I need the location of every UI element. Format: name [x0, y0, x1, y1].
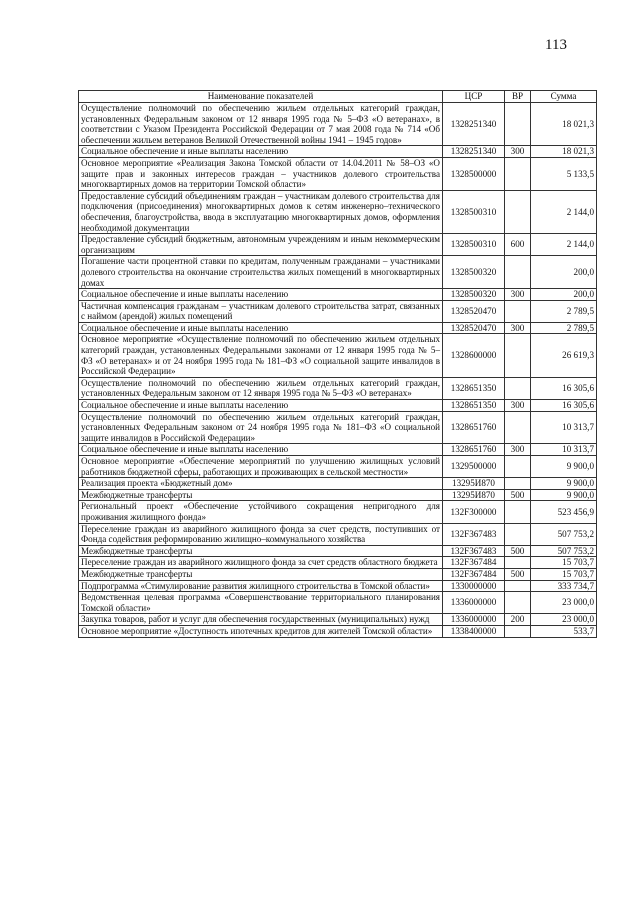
- row-name-cell: Межбюджетные трансферты: [79, 568, 443, 580]
- row-sum-cell: 507 753,2: [531, 523, 597, 545]
- header-vr: ВР: [505, 91, 531, 103]
- row-csr-cell: 1328651350: [443, 377, 505, 399]
- row-name-cell: Основное мероприятие «Обеспечение мероприятий по улучшению жилищных условий работников бюджетной сферы, работающих и проживающих в сельской местности»: [79, 456, 443, 478]
- row-vr-cell: 600: [505, 234, 531, 256]
- row-sum-cell: 2 144,0: [531, 234, 597, 256]
- row-csr-cell: 1328251340: [443, 103, 505, 146]
- row-sum-cell: 26 619,3: [531, 334, 597, 377]
- table-row: [79, 103, 597, 146]
- row-vr-cell: [505, 478, 531, 490]
- table-row: [79, 334, 597, 377]
- row-csr-cell: 1329500000: [443, 456, 505, 478]
- row-vr-cell: [505, 300, 531, 322]
- row-name-cell: Предоставление субсидий объединениям граждан – участникам долевого строительства для подключения (присоединения) многоквартирных домов к сетям инженерно–технического обеспечения, благоустройства, ввода в эксплуатацию многоквартирных домов, оформления необходимой документации: [79, 190, 443, 233]
- table-row: [79, 256, 597, 289]
- row-name-cell: Межбюджетные трансферты: [79, 545, 443, 557]
- header-name: Наименование показателей: [79, 91, 443, 103]
- row-csr-cell: 132F300000: [443, 501, 505, 523]
- row-vr-cell: [505, 334, 531, 377]
- page-number: 113: [545, 37, 567, 53]
- row-csr-cell: 1328651760: [443, 411, 505, 444]
- row-name-cell: Социальное обеспечение и иные выплаты населению: [79, 400, 443, 412]
- table-row: [79, 322, 597, 334]
- row-csr-cell: 132F367484: [443, 557, 505, 569]
- row-name-cell: Осуществление полномочий по обеспечению жильем отдельных категорий граждан, установленных Федеральным законом от 24 ноября 1995 года № 181–ФЗ «О социальной защите инвалидов в Российской Федерации»: [79, 411, 443, 444]
- row-csr-cell: 1328520470: [443, 300, 505, 322]
- row-sum-cell: 10 313,7: [531, 411, 597, 444]
- table-row: [79, 456, 597, 478]
- table-row: [79, 580, 597, 592]
- row-vr-cell: 200: [505, 614, 531, 626]
- table-row: [79, 377, 597, 399]
- row-sum-cell: 23 000,0: [531, 592, 597, 614]
- row-sum-cell: 533,7: [531, 625, 597, 637]
- row-vr-cell: [505, 377, 531, 399]
- row-sum-cell: 15 703,7: [531, 557, 597, 569]
- budget-table: [78, 90, 597, 638]
- row-name-cell: Основное мероприятие «Реализация Закона Томской области от 14.04.2011 № 58–ОЗ «О защите прав и законных интересов граждан – участников долевого строительства многоквартирных домов на территории Томской области»: [79, 157, 443, 190]
- row-csr-cell: 1328500310: [443, 190, 505, 233]
- row-csr-cell: 1328251340: [443, 146, 505, 158]
- row-vr-cell: [505, 411, 531, 444]
- row-sum-cell: 2 789,5: [531, 322, 597, 334]
- row-sum-cell: 18 021,3: [531, 146, 597, 158]
- row-name-cell: Закупка товаров, работ и услуг для обеспечения государственных (муниципальных) нужд: [79, 614, 443, 626]
- table-row: [79, 557, 597, 569]
- row-sum-cell: 15 703,7: [531, 568, 597, 580]
- table-row: [79, 478, 597, 490]
- row-name-cell: Осуществление полномочий по обеспечению жильем отдельных категорий граждан, установленных Федеральным законом от 12 января 1995 года № 5–ФЗ «О ветеранах»: [79, 377, 443, 399]
- header-csr: ЦСР: [443, 91, 505, 103]
- table-row: [79, 234, 597, 256]
- row-sum-cell: 333 734,7: [531, 580, 597, 592]
- row-sum-cell: 507 753,2: [531, 545, 597, 557]
- row-csr-cell: 1328651760: [443, 444, 505, 456]
- table-row: [79, 146, 597, 158]
- row-sum-cell: 5 133,5: [531, 157, 597, 190]
- row-name-cell: Межбюджетные трансферты: [79, 489, 443, 501]
- row-vr-cell: [505, 256, 531, 289]
- row-name-cell: Региональный проект «Обеспечение устойчивого сокращения непригодного для проживания жилищного фонда»: [79, 501, 443, 523]
- row-vr-cell: [505, 190, 531, 233]
- row-sum-cell: 10 313,7: [531, 444, 597, 456]
- row-csr-cell: 1328500000: [443, 157, 505, 190]
- row-sum-cell: 2 789,5: [531, 300, 597, 322]
- row-vr-cell: 300: [505, 322, 531, 334]
- row-name-cell: Осуществление полномочий по обеспечению жильем отдельных категорий граждан, установленных Федеральным законом от 12 января 1995 года № 5–ФЗ «О ветеранах», в соответствии с Указом Президента Российской Федерации от 7 мая 2008 года № 714 «Об обеспечении жильем ветеранов Великой Отечественной войны 1941 – 1945 годов»: [79, 103, 443, 146]
- row-sum-cell: 200,0: [531, 289, 597, 301]
- table-row: [79, 157, 597, 190]
- row-name-cell: Социальное обеспечение и иные выплаты населению: [79, 146, 443, 158]
- row-sum-cell: 200,0: [531, 256, 597, 289]
- table-row: [79, 411, 597, 444]
- row-vr-cell: [505, 592, 531, 614]
- row-name-cell: Погашение части процентной ставки по кредитам, полученным гражданами – участниками долевого строительства на окончание строительства жилых помещений в многоквартирных домах: [79, 256, 443, 289]
- row-csr-cell: 132F367483: [443, 545, 505, 557]
- row-sum-cell: 523 456,9: [531, 501, 597, 523]
- row-vr-cell: [505, 625, 531, 637]
- row-name-cell: Переселение граждан из аварийного жилищного фонда за счет средств областного бюджета: [79, 557, 443, 569]
- header-sum: Сумма: [531, 91, 597, 103]
- table-row: [79, 614, 597, 626]
- row-name-cell: Социальное обеспечение и иные выплаты населению: [79, 444, 443, 456]
- table-row: [79, 300, 597, 322]
- row-name-cell: Социальное обеспечение и иные выплаты населению: [79, 322, 443, 334]
- row-name-cell: Подпрограмма «Стимулирование развития жилищного строительства в Томской области»: [79, 580, 443, 592]
- row-csr-cell: 132F367484: [443, 568, 505, 580]
- row-vr-cell: [505, 580, 531, 592]
- table-row: [79, 592, 597, 614]
- table-row: [79, 523, 597, 545]
- row-sum-cell: 9 900,0: [531, 478, 597, 490]
- row-name-cell: Ведомственная целевая программа «Совершенствование территориального планирования Томской области»: [79, 592, 443, 614]
- row-csr-cell: 13295И870: [443, 478, 505, 490]
- table-row: [79, 190, 597, 233]
- row-vr-cell: [505, 456, 531, 478]
- row-vr-cell: 300: [505, 400, 531, 412]
- row-sum-cell: 2 144,0: [531, 190, 597, 233]
- table-row: [79, 444, 597, 456]
- row-csr-cell: 1328500310: [443, 234, 505, 256]
- row-vr-cell: 300: [505, 444, 531, 456]
- table-row: [79, 400, 597, 412]
- row-csr-cell: 1336000000: [443, 592, 505, 614]
- table-row: [79, 568, 597, 580]
- row-csr-cell: 132F367483: [443, 523, 505, 545]
- row-vr-cell: 500: [505, 568, 531, 580]
- row-vr-cell: [505, 557, 531, 569]
- row-sum-cell: 9 900,0: [531, 489, 597, 501]
- row-sum-cell: 23 000,0: [531, 614, 597, 626]
- row-vr-cell: 300: [505, 289, 531, 301]
- table-row: [79, 289, 597, 301]
- table-row: [79, 545, 597, 557]
- table-header-row: [79, 91, 597, 103]
- row-name-cell: Социальное обеспечение и иные выплаты населению: [79, 289, 443, 301]
- row-csr-cell: 1328651350: [443, 400, 505, 412]
- row-name-cell: Основное мероприятие «Осуществление полномочий по обеспечению жильем отдельных категорий граждан, установленных Федеральными законами от 12 января 1995 года № 5–ФЗ «О ветеранах» и от 24 ноября 1995 года № 181–ФЗ «О социальной защите инвалидов в Российской Федерации»: [79, 334, 443, 377]
- row-vr-cell: [505, 523, 531, 545]
- row-name-cell: Предоставление субсидий бюджетным, автономным учреждениям и иным некоммерческим организациям: [79, 234, 443, 256]
- row-csr-cell: 1328600000: [443, 334, 505, 377]
- row-csr-cell: 1336000000: [443, 614, 505, 626]
- row-vr-cell: [505, 103, 531, 146]
- row-csr-cell: 1328520470: [443, 322, 505, 334]
- row-csr-cell: 1328500320: [443, 256, 505, 289]
- row-vr-cell: 500: [505, 545, 531, 557]
- row-csr-cell: 1328500320: [443, 289, 505, 301]
- row-vr-cell: [505, 157, 531, 190]
- row-sum-cell: 9 900,0: [531, 456, 597, 478]
- row-csr-cell: 1338400000: [443, 625, 505, 637]
- row-name-cell: Переселение граждан из аварийного жилищного фонда за счет средств, поступивших от Фонда содействия реформированию жилищно–коммунального хозяйства: [79, 523, 443, 545]
- table-row: [79, 489, 597, 501]
- row-vr-cell: [505, 501, 531, 523]
- table-row: [79, 501, 597, 523]
- row-vr-cell: 500: [505, 489, 531, 501]
- row-name-cell: Частичная компенсация гражданам – участникам долевого строительства затрат, связанных с наймом (арендой) жилых помещений: [79, 300, 443, 322]
- row-sum-cell: 16 305,6: [531, 400, 597, 412]
- row-sum-cell: 18 021,3: [531, 103, 597, 146]
- row-name-cell: Основное мероприятие «Доступность ипотечных кредитов для жителей Томской области»: [79, 625, 443, 637]
- row-vr-cell: 300: [505, 146, 531, 158]
- row-csr-cell: 1330000000: [443, 580, 505, 592]
- row-sum-cell: 16 305,6: [531, 377, 597, 399]
- table-row: [79, 625, 597, 637]
- row-name-cell: Реализация проекта «Бюджетный дом»: [79, 478, 443, 490]
- row-csr-cell: 13295И870: [443, 489, 505, 501]
